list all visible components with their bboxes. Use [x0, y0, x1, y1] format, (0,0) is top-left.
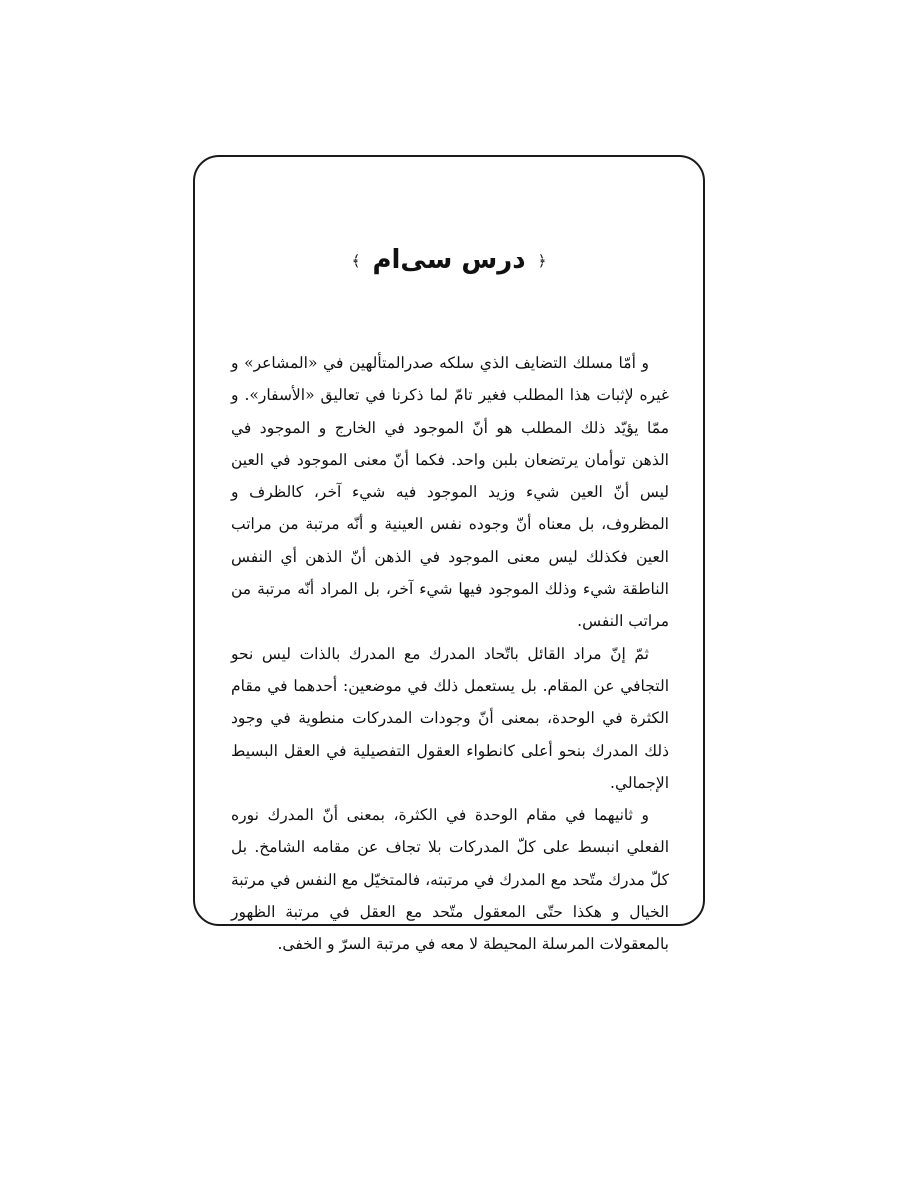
page-frame [193, 155, 705, 954]
body-text [231, 347, 669, 961]
paragraph-1: و أمّا مسلك التضايف الذي سلكه صدرالمتألهين في «المشاعر» و غيره لإثبات هذا المطلب فغير تامّ لما ذكرنا في تعاليق «الأسفار». و ممّا يؤيّد ذلك المطلب هو أنّ الموجود في الخارج و الموجود في الذهن توأمان يرتضعان بلبن واحد. فكما أنّ معنى الموجود في العين ليس أنّ العين شيء وزيد الموجود فيه شيء آخر، كالظرف و المظروف، بل معناه أنّ وجوده نفس العينية و أنّه مرتبة من مراتب العين فكذلك ليس معنى الموجود في الذهن أنّ الذهن أي النفس الناطقة شيء وذلك الموجود فيها شيء آخر، بل المراد أنّه مرتبة من مراتب النفس. [231, 354, 669, 631]
lesson-title-text: درس سی‌ام [372, 245, 526, 275]
title-ornament-left: ﴾ [351, 251, 361, 270]
title-ornament-right: ﴿ [537, 251, 547, 270]
paragraph-3: و ثانيهما في مقام الوحدة في الكثرة، بمعنى أنّ المدرك نوره الفعلي انبسط على كلّ المدركات بلا تجاف عن مقامه الشامخ. بل كلّ مدرك متّحد مع المدرك في مرتبته، فالمتخيّل مع النفس في مرتبة الخيال و هكذا حتّى المعقول متّحد مع العقل في مرتبة الظهور بالمعقولات المرسلة المحيطة لا معه في مرتبة السرّ و الخفى. [231, 806, 669, 954]
lesson-title [195, 243, 703, 278]
paragraph-2: ثمّ إنّ مراد القائل باتّحاد المدرك مع المدرك بالذات ليس نحو التجافي عن المقام. بل يستعمل ذلك في موضعين: أحدهما في مقام الكثرة في الوحدة، بمعنى أنّ وجودات المدركات منطوية في وجود ذلك المدرك بنحو أعلى كانطواء العقول التفصيلية في العقل البسيط الإجمالي. [231, 644, 669, 792]
